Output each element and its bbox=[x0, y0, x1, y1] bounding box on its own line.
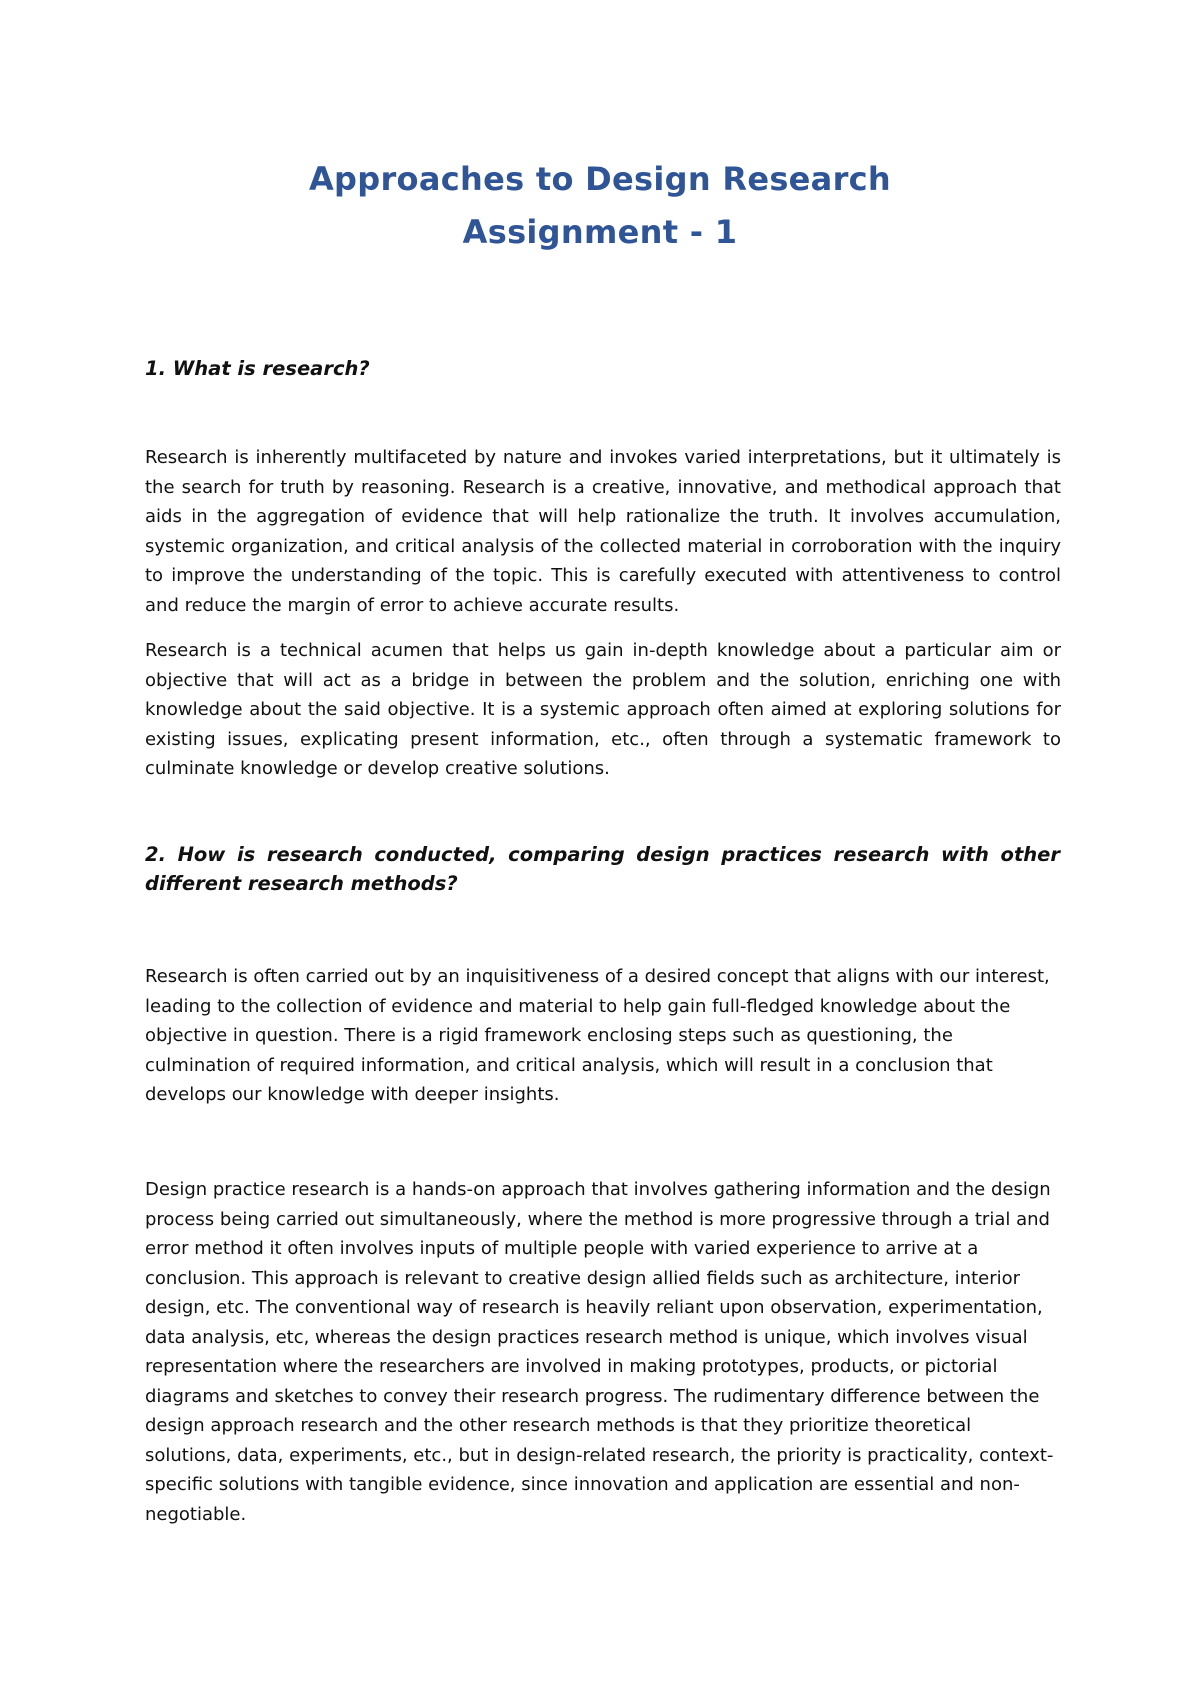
question-2-heading: 2. How is research conducted, comparing design practices research with other different research methods? bbox=[145, 843, 1060, 895]
document-title: Approaches to Design Research bbox=[308, 160, 892, 198]
question-2-paragraph-2: Design practice research is a hands-on approach that involves gathering information and the design process being carried out simultaneously, where the method is more progressive through a trial and error method it often involves inputs of multiple people with varied experience to arrive at a conclusion. This approach is relevant to creative design allied fields such as architecture, interior design, etc. The conventional way of research is heavily reliant upon observation, experimentation, data analysis, etc, whereas the design practices research method is unique, which involves visual representation where the researchers are involved in making prototypes, products, or pictorial diagrams and sketches to convey their research progress. The rudimentary difference between the design approach research and the other research methods is that they prioritize theoretical solutions, data, experiments, etc., but in design-related research, the priority is practicality, context-specific solutions with tangible evidence, since innovation and application are essential and non-negotiable. bbox=[145, 1179, 1054, 1525]
question-1-paragraph-2: Research is a technical acumen that helps us gain in-depth knowledge about a particular aim or objective that will act as a bridge in between the problem and the solution, enriching one with knowledge about the said objective. It is a systemic approach often aimed at exploring solutions for existing issues, explicating present information, etc., often through a systematic framework to culminate knowledge or develop creative solutions. bbox=[145, 640, 1061, 779]
question-2-paragraph-1: Research is often carried out by an inquisitiveness of a desired concept that aligns with our interest, leading to the collection of evidence and material to help gain full-fledged knowledge about the objective in question. There is a rigid framework enclosing steps such as questioning, the culmination of required information, and critical analysis, which will result in a conclusion that develops our knowledge with deeper insights. bbox=[145, 966, 1050, 1105]
question-1-heading: 1. What is research? bbox=[145, 357, 370, 380]
question-1-paragraph-1: Research is inherently multifaceted by nature and invokes varied interpretations, but it ultimately is the search for truth by reasoning. Research is a creative, innovative, and methodical approach that aids in the aggregation of evidence that will help rationalize the truth. It involves accumulation, systemic organization, and critical analysis of the collected material in corroboration with the inquiry to improve the understanding of the topic. This is carefully executed with attentiveness to control and reduce the margin of error to achieve accurate results. bbox=[145, 447, 1061, 616]
document-subtitle: Assignment - 1 bbox=[462, 213, 738, 251]
